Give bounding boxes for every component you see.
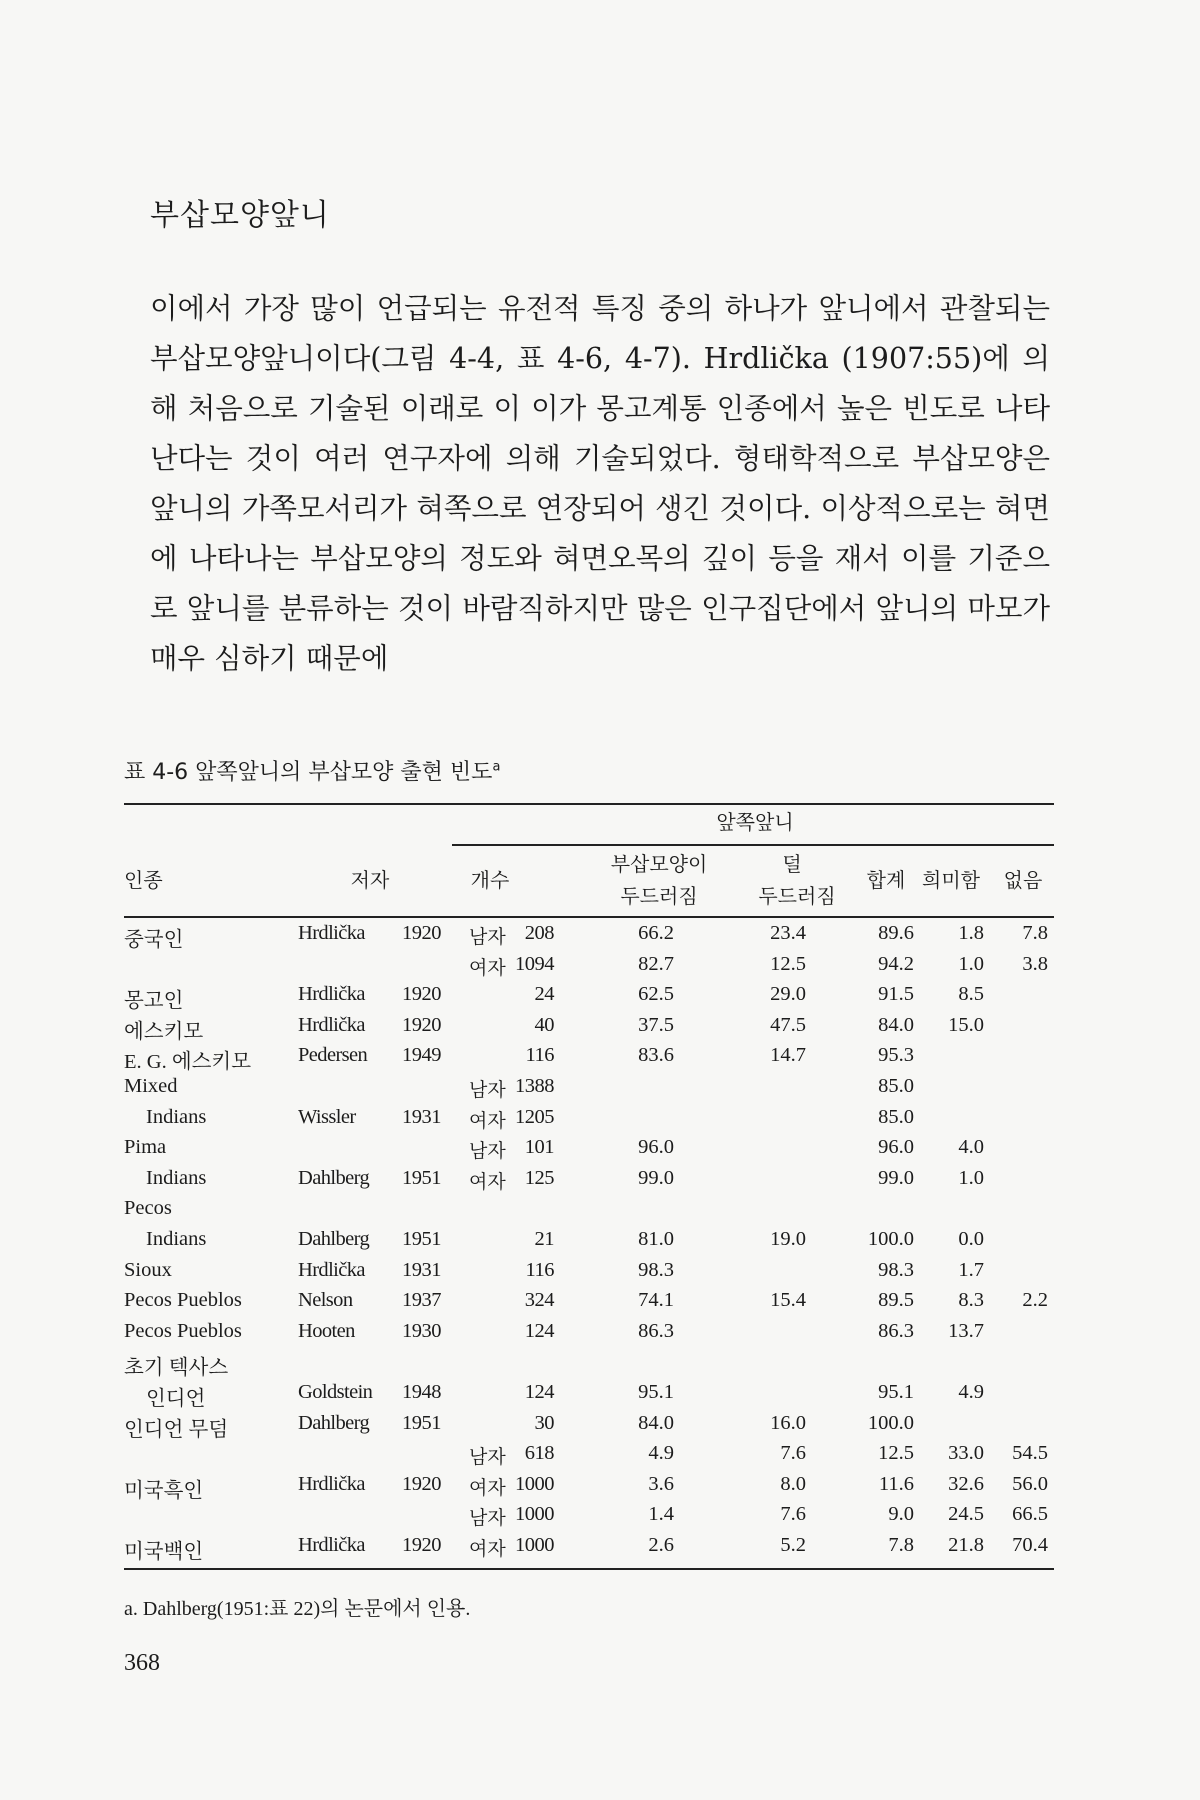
cell-year: 1951 bbox=[402, 1227, 441, 1250]
cell-author: Nelson bbox=[298, 1289, 353, 1312]
cell-total: 11.6 bbox=[878, 1472, 914, 1495]
cell-count: 208 bbox=[524, 922, 554, 944]
cell-pronounced: 95.1 bbox=[638, 1380, 674, 1403]
table-row bbox=[124, 1134, 1054, 1165]
cell-sex: 남자 bbox=[469, 1078, 506, 1101]
cell-less-pronounced: 29.0 bbox=[770, 983, 806, 1006]
header-absent: 없음 bbox=[1003, 868, 1043, 892]
cell-count: 24 bbox=[534, 983, 554, 1006]
cell-pronounced: 86.3 bbox=[638, 1319, 674, 1342]
cell-absent: 3.8 bbox=[1022, 952, 1048, 975]
cell-group: Indians bbox=[146, 1105, 207, 1128]
table-row bbox=[124, 1226, 1054, 1257]
cell-count: 618 bbox=[524, 1442, 554, 1465]
header-trace: 희미함 bbox=[922, 868, 980, 892]
cell-year: 1949 bbox=[402, 1044, 441, 1067]
cell-author: Hrdlička bbox=[298, 1013, 365, 1036]
cell-author: Goldstein bbox=[298, 1380, 373, 1403]
cell-less-pronounced: 47.5 bbox=[770, 1013, 806, 1036]
cell-sex: 여자 bbox=[469, 1537, 506, 1560]
cell-trace: 21.8 bbox=[948, 1533, 984, 1556]
cell-total: 94.2 bbox=[878, 952, 914, 975]
cell-total: 100.0 bbox=[867, 1411, 914, 1434]
cell-count: 124 bbox=[524, 1380, 554, 1403]
cell-group: 미국흑인 bbox=[124, 1479, 204, 1502]
cell-group: E. G. 에스키모 bbox=[124, 1051, 252, 1074]
cell-trace: 13.7 bbox=[948, 1319, 984, 1342]
table-row bbox=[124, 1165, 1054, 1196]
cell-author: Dahlberg bbox=[298, 1227, 370, 1250]
cell-year: 1920 bbox=[402, 1013, 441, 1036]
cell-sex: 남자 bbox=[469, 926, 506, 948]
body-paragraph-text: 이에서 가장 많이 언급되는 유전적 특징 중의 하나가 앞니에서 관찰되는 부삽모양앞니이다(그림 4-4, 표 4-6, 4-7). Hrdlička (1907:55)에 의해 처음으로 기술된 이래로 이 이가 몽고계통 인종에서 높은 빈도로 나타난다는 것이 여러 연구자에 의해 기술되었다. 형태학적으로 부삽모양은 앞니의 가쪽모서리가 혀쪽으로 연장되어 생긴 것이다. 이상적으로는 혀면에 나타나는 부삽모양의 정도와 혀면오목의 깊이 등을 재서 이를 기준으로 앞니를 분류하는 것이 바람직하지만 많은 인구집단에서 앞니의 마모가 매우 심하기 때문에 bbox=[150, 292, 1050, 675]
table-row bbox=[124, 1348, 1054, 1379]
cell-total: 96.0 bbox=[878, 1136, 914, 1159]
cell-less-pronounced: 14.7 bbox=[770, 1044, 806, 1067]
cell-total: 95.3 bbox=[878, 1044, 914, 1067]
cell-count: 30 bbox=[534, 1411, 554, 1434]
cell-group: 에스키모 bbox=[124, 1020, 204, 1043]
cell-pronounced: 37.5 bbox=[638, 1013, 674, 1036]
table-caption-text: 표 4-6 앞쪽앞니의 부삽모양 출현 빈도 bbox=[124, 760, 493, 785]
header-span-front-incisor: 앞쪽앞니 bbox=[716, 810, 794, 834]
cell-year: 1920 bbox=[402, 1533, 441, 1556]
table-row bbox=[124, 1287, 1054, 1318]
cell-group: 인디언 bbox=[146, 1387, 206, 1410]
cell-year: 1931 bbox=[402, 1258, 441, 1281]
cell-total: 99.0 bbox=[878, 1166, 914, 1189]
cell-year: 1920 bbox=[402, 1472, 441, 1495]
cell-total: 98.3 bbox=[878, 1258, 914, 1281]
header-pronounced-line1: 부삽모양이 bbox=[610, 852, 708, 876]
cell-trace: 8.3 bbox=[958, 1289, 984, 1312]
header-less-line1: 덜 bbox=[782, 852, 802, 876]
cell-pronounced: 99.0 bbox=[638, 1166, 674, 1189]
cell-sex: 여자 bbox=[469, 1170, 506, 1193]
cell-group: 인디언 무덤 bbox=[124, 1418, 229, 1441]
cell-pronounced: 74.1 bbox=[638, 1289, 674, 1312]
cell-absent: 2.2 bbox=[1022, 1289, 1048, 1312]
cell-total: 9.0 bbox=[888, 1503, 914, 1526]
cell-sex: 남자 bbox=[469, 1140, 506, 1163]
header-count: 개수 bbox=[470, 868, 510, 892]
table-row bbox=[124, 1257, 1054, 1288]
cell-group: Pecos Pueblos bbox=[124, 1319, 242, 1342]
cell-group: 중국인 bbox=[124, 929, 184, 951]
cell-count: 40 bbox=[534, 1013, 554, 1036]
cell-total: 89.5 bbox=[878, 1289, 914, 1312]
section-title: 부삽모양앞니 bbox=[150, 198, 330, 233]
cell-total: 86.3 bbox=[878, 1319, 914, 1342]
cell-author: Hrdlička bbox=[298, 922, 365, 944]
cell-year: 1931 bbox=[402, 1105, 441, 1128]
cell-pronounced: 4.9 bbox=[648, 1442, 674, 1465]
table-row bbox=[124, 1501, 1054, 1532]
cell-less-pronounced: 12.5 bbox=[770, 952, 806, 975]
cell-group: Pecos Pueblos bbox=[124, 1289, 242, 1312]
cell-pronounced: 66.2 bbox=[638, 922, 674, 944]
cell-year: 1920 bbox=[402, 983, 441, 1006]
table-row bbox=[124, 1471, 1054, 1502]
table-row bbox=[124, 1379, 1054, 1410]
cell-year: 1930 bbox=[402, 1319, 441, 1342]
cell-pronounced: 3.6 bbox=[648, 1472, 674, 1495]
cell-absent: 66.5 bbox=[1012, 1503, 1048, 1526]
cell-pronounced: 62.5 bbox=[638, 983, 674, 1006]
cell-group: Sioux bbox=[124, 1258, 172, 1281]
cell-count: 1094 bbox=[515, 952, 554, 975]
cell-pronounced: 96.0 bbox=[638, 1136, 674, 1159]
cell-author: Hrdlička bbox=[298, 1533, 365, 1556]
cell-sex: 여자 bbox=[469, 1109, 506, 1132]
cell-year: 1920 bbox=[402, 922, 441, 944]
table-caption-footnote-mark: a bbox=[492, 759, 501, 775]
cell-sex: 남자 bbox=[469, 1507, 506, 1530]
header-total: 합계 bbox=[866, 868, 906, 892]
cell-sex: 여자 bbox=[469, 956, 506, 979]
cell-absent: 54.5 bbox=[1012, 1442, 1048, 1465]
cell-count: 324 bbox=[524, 1289, 554, 1312]
cell-less-pronounced: 8.0 bbox=[780, 1472, 806, 1495]
cell-author: Hooten bbox=[298, 1319, 355, 1342]
table-row bbox=[124, 1195, 1054, 1226]
cell-total: 7.8 bbox=[888, 1533, 914, 1556]
cell-author: Dahlberg bbox=[298, 1411, 370, 1434]
cell-less-pronounced: 7.6 bbox=[780, 1442, 806, 1465]
cell-pronounced: 82.7 bbox=[638, 952, 674, 975]
cell-year: 1951 bbox=[402, 1166, 441, 1189]
cell-trace: 4.9 bbox=[958, 1380, 984, 1403]
table-footnote: a. Dahlberg(1951:표 22)의 논문에서 인용. bbox=[124, 1598, 471, 1620]
cell-total: 89.6 bbox=[878, 922, 914, 944]
table-row bbox=[124, 1012, 1054, 1043]
cell-count: 21 bbox=[534, 1227, 554, 1250]
cell-pronounced: 84.0 bbox=[638, 1411, 674, 1434]
header-less-line2: 두드러짐 bbox=[758, 884, 836, 908]
cell-pronounced: 98.3 bbox=[638, 1258, 674, 1281]
cell-less-pronounced: 23.4 bbox=[770, 922, 806, 944]
cell-year: 1951 bbox=[402, 1411, 441, 1434]
cell-total: 12.5 bbox=[878, 1442, 914, 1465]
table-body bbox=[124, 920, 1054, 1562]
cell-pronounced: 81.0 bbox=[638, 1227, 674, 1250]
cell-group: Pecos bbox=[124, 1197, 172, 1220]
table-header-rule bbox=[124, 916, 1054, 918]
cell-absent: 56.0 bbox=[1012, 1472, 1048, 1495]
header-author: 저자 bbox=[350, 868, 390, 892]
cell-less-pronounced: 16.0 bbox=[770, 1411, 806, 1434]
cell-group: Indians bbox=[146, 1166, 207, 1189]
table-top-rule bbox=[124, 803, 1054, 805]
cell-less-pronounced: 7.6 bbox=[780, 1503, 806, 1526]
cell-total: 95.1 bbox=[878, 1380, 914, 1403]
cell-trace: 1.0 bbox=[958, 1166, 984, 1189]
cell-year: 1948 bbox=[402, 1380, 441, 1403]
table-row bbox=[124, 981, 1054, 1012]
cell-author: Hrdlička bbox=[298, 983, 365, 1006]
table-row bbox=[124, 1410, 1054, 1441]
cell-absent: 7.8 bbox=[1022, 922, 1048, 944]
cell-author: Hrdlička bbox=[298, 1258, 365, 1281]
table-caption bbox=[124, 755, 500, 786]
cell-sex: 남자 bbox=[469, 1446, 506, 1469]
cell-trace: 8.5 bbox=[958, 983, 984, 1006]
cell-less-pronounced: 19.0 bbox=[770, 1227, 806, 1250]
cell-author: Wissler bbox=[298, 1105, 356, 1128]
table-row bbox=[124, 920, 1054, 951]
table-row bbox=[124, 1073, 1054, 1104]
page-number: 368 bbox=[124, 1650, 160, 1676]
cell-count: 1000 bbox=[515, 1503, 554, 1526]
cell-trace: 32.6 bbox=[948, 1472, 984, 1495]
cell-trace: 24.5 bbox=[948, 1503, 984, 1526]
cell-trace: 4.0 bbox=[958, 1136, 984, 1159]
cell-author: Hrdlička bbox=[298, 1472, 365, 1495]
cell-group: 몽고인 bbox=[124, 990, 184, 1013]
cell-count: 125 bbox=[524, 1166, 554, 1189]
cell-trace: 0.0 bbox=[958, 1227, 984, 1250]
cell-group: 초기 텍사스 bbox=[124, 1357, 229, 1380]
cell-count: 1388 bbox=[515, 1074, 554, 1097]
cell-count: 116 bbox=[525, 1258, 554, 1281]
cell-count: 1205 bbox=[515, 1105, 554, 1128]
cell-trace: 1.7 bbox=[958, 1258, 984, 1281]
cell-sex: 여자 bbox=[469, 1476, 506, 1499]
cell-less-pronounced: 15.4 bbox=[770, 1289, 806, 1312]
header-pronounced-line2: 두드러짐 bbox=[620, 884, 698, 908]
table-row bbox=[124, 951, 1054, 982]
table-row bbox=[124, 1532, 1054, 1563]
table-row bbox=[124, 1104, 1054, 1135]
cell-group: Pima bbox=[124, 1136, 167, 1159]
cell-group: 미국백인 bbox=[124, 1540, 204, 1563]
cell-author: Dahlberg bbox=[298, 1166, 370, 1189]
header-group: 인종 bbox=[124, 868, 163, 892]
cell-trace: 33.0 bbox=[948, 1442, 984, 1465]
cell-total: 85.0 bbox=[878, 1105, 914, 1128]
cell-group: Mixed bbox=[124, 1074, 178, 1097]
cell-trace: 15.0 bbox=[948, 1013, 984, 1036]
body-paragraph bbox=[150, 284, 1050, 684]
cell-count: 101 bbox=[524, 1136, 554, 1159]
cell-absent: 70.4 bbox=[1012, 1533, 1048, 1556]
cell-count: 1000 bbox=[515, 1533, 554, 1556]
cell-year: 1937 bbox=[402, 1289, 441, 1312]
cell-pronounced: 83.6 bbox=[638, 1044, 674, 1067]
cell-count: 1000 bbox=[515, 1472, 554, 1495]
cell-count: 124 bbox=[524, 1319, 554, 1342]
cell-author: Pedersen bbox=[298, 1044, 368, 1067]
table-row bbox=[124, 1440, 1054, 1471]
cell-total: 100.0 bbox=[867, 1227, 914, 1250]
table-span-rule bbox=[452, 844, 1054, 846]
cell-pronounced: 2.6 bbox=[648, 1533, 674, 1556]
table-row bbox=[124, 1042, 1054, 1073]
cell-trace: 1.8 bbox=[958, 922, 984, 944]
cell-pronounced: 1.4 bbox=[648, 1503, 674, 1526]
table-bottom-rule bbox=[124, 1568, 1054, 1570]
cell-total: 85.0 bbox=[878, 1074, 914, 1097]
cell-group: Indians bbox=[146, 1227, 207, 1250]
cell-total: 84.0 bbox=[878, 1013, 914, 1036]
cell-total: 91.5 bbox=[878, 983, 914, 1006]
cell-trace: 1.0 bbox=[958, 952, 984, 975]
cell-less-pronounced: 5.2 bbox=[780, 1533, 806, 1556]
table-row bbox=[124, 1318, 1054, 1349]
cell-count: 116 bbox=[525, 1044, 554, 1067]
